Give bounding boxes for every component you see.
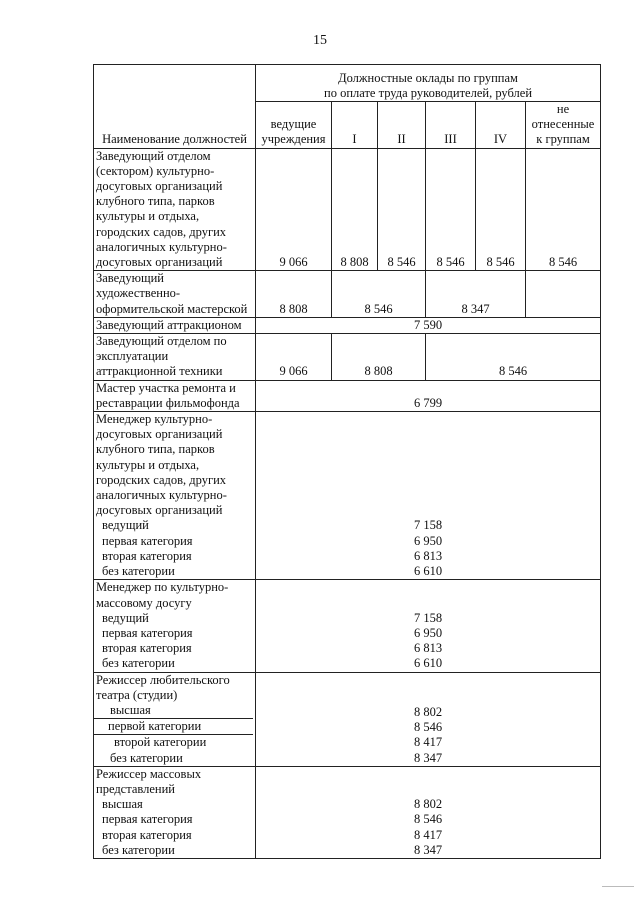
salary-value: 6 813 [413, 641, 443, 656]
name-line: Менеджер культурно- [96, 412, 213, 427]
name-line: аттракционной техники [96, 364, 223, 379]
salary-value: 8 808 [332, 148, 378, 271]
sub-category: первая категория [102, 812, 193, 827]
table-row [94, 148, 601, 271]
salary-value: 8 802 [413, 797, 443, 812]
sub-category: без категории [110, 750, 183, 765]
name-line: (сектором) культурно- [96, 163, 215, 178]
header-col-leading: ведущие учреждения [256, 102, 332, 149]
salary-table [93, 64, 601, 859]
position-name [94, 580, 256, 672]
salary-value: 6 799 [256, 380, 601, 411]
name-line: досуговых организаций [96, 179, 223, 194]
salary-values [256, 672, 601, 766]
salary-value: 8 546 [426, 148, 476, 271]
name-line: Заведующий отделом по [96, 334, 227, 349]
sub-category-list [96, 797, 253, 858]
table-row [94, 380, 601, 411]
name-line: аналогичных культурно- [96, 488, 227, 503]
table-row [94, 766, 601, 858]
name-line: городских садов, других [96, 224, 227, 239]
salary-value: 8 546 [413, 812, 443, 827]
header-group-title [256, 65, 601, 102]
name-line: досуговых организаций [96, 427, 223, 442]
name-line: реставрации фильмофонда [96, 395, 240, 410]
table-row [94, 271, 601, 318]
name-line: культуры и отдыха, [96, 209, 200, 224]
header-col-group-3: III [426, 102, 476, 149]
name-line: художественно- [96, 286, 181, 301]
salary-value: 7 590 [256, 317, 601, 333]
name-line: Режиссер массовых [96, 766, 202, 781]
name-line: аналогичных культурно- [96, 239, 227, 254]
salary-value: 8 546 [476, 148, 526, 271]
salary-value: 8 347 [413, 750, 443, 765]
name-line: представлений [96, 781, 175, 796]
name-line: досуговых организаций [96, 503, 223, 518]
salary-value: 6 813 [413, 548, 443, 563]
header-group-title-line-2: по оплате труда руководителей, рублей [324, 85, 533, 100]
salary-value: 7 158 [413, 518, 443, 533]
position-name [94, 412, 256, 580]
sub-category: без категории [102, 842, 175, 857]
name-line: городских садов, других [96, 472, 227, 487]
salary-value: 8 546 [332, 271, 426, 318]
salary-value: 8 546 [378, 148, 426, 271]
table-row [94, 580, 601, 672]
sub-category: высшая [102, 797, 143, 812]
name-line: массовому досугу [96, 595, 192, 610]
salary-value: 8 417 [413, 827, 443, 842]
sub-category-list [96, 703, 253, 766]
name-line: Заведующий [96, 271, 164, 286]
name-line: клубного типа, парков [96, 194, 215, 209]
name-line: досуговых организаций [96, 255, 223, 270]
sub-category: вторая категория [102, 548, 192, 563]
position-name [94, 334, 256, 381]
salary-values [256, 580, 601, 672]
position-name [94, 148, 256, 271]
name-line: культуры и отдыха, [96, 457, 200, 472]
position-name [94, 672, 256, 766]
header-name-column: Наименование должностей [94, 65, 256, 149]
sub-category: первая категория [102, 533, 193, 548]
sub-category: первой категории [94, 718, 253, 735]
position-name [94, 766, 256, 858]
salary-value: 6 610 [413, 656, 443, 671]
sub-category: без категории [102, 656, 175, 671]
position-name: Заведующий аттракционом [94, 317, 256, 333]
table-row [94, 334, 601, 381]
salary-value: 8 347 [426, 271, 526, 318]
sub-category: вторая категория [102, 827, 192, 842]
name-line: клубного типа, парков [96, 442, 215, 457]
salary-value: 7 158 [413, 610, 443, 625]
header-col-not-assigned: не отнесенные к группам [526, 102, 601, 149]
salary-value: 6 950 [413, 625, 443, 640]
sub-category: второй категории [114, 735, 207, 750]
table-row [94, 412, 601, 580]
sub-category-list [96, 611, 253, 672]
salary-value: 8 802 [413, 704, 443, 719]
name-line: оформительской мастерской [96, 301, 248, 316]
position-name [94, 271, 256, 318]
salary-value: 8 417 [413, 735, 443, 750]
sub-category: вторая категория [102, 641, 192, 656]
table-row [94, 317, 601, 333]
name-line: эксплуатации [96, 349, 169, 364]
salary-value: 9 066 [256, 334, 332, 381]
position-name [94, 380, 256, 411]
salary-value: 8 808 [256, 271, 332, 318]
name-line: Режиссер любительского [96, 672, 230, 687]
sub-category: первая категория [102, 625, 193, 640]
salary-values [256, 766, 601, 858]
header-col-group-2: II [378, 102, 426, 149]
sub-category: ведущий [102, 610, 149, 625]
name-line: Менеджер по культурно- [96, 580, 229, 595]
salary-value: 8 546 [413, 720, 443, 735]
salary-values [256, 412, 601, 580]
header-col-group-4: IV [476, 102, 526, 149]
page-number: 15 [313, 33, 327, 48]
salary-value: 8 347 [413, 842, 443, 857]
scan-artifact-line [602, 886, 634, 887]
salary-value: 9 066 [256, 148, 332, 271]
table-row [94, 672, 601, 766]
empty-cell [526, 271, 601, 318]
salary-value: 8 808 [332, 334, 426, 381]
header-row-1 [94, 65, 601, 102]
sub-category: высшая [110, 702, 151, 717]
name-line: Заведующий отделом [96, 148, 211, 163]
name-line: Мастер участка ремонта и [96, 380, 236, 395]
header-group-title-line-1: Должностные оклады по группам [338, 70, 518, 85]
sub-category-list [96, 518, 253, 579]
salary-value: 8 546 [426, 334, 601, 381]
salary-value: 6 950 [413, 533, 443, 548]
name-line: театра (студии) [96, 687, 178, 702]
salary-value: 6 610 [413, 564, 443, 579]
salary-value: 8 546 [526, 148, 601, 271]
sub-category: без категории [102, 564, 175, 579]
sub-category: ведущий [102, 518, 149, 533]
header-col-group-1: I [332, 102, 378, 149]
